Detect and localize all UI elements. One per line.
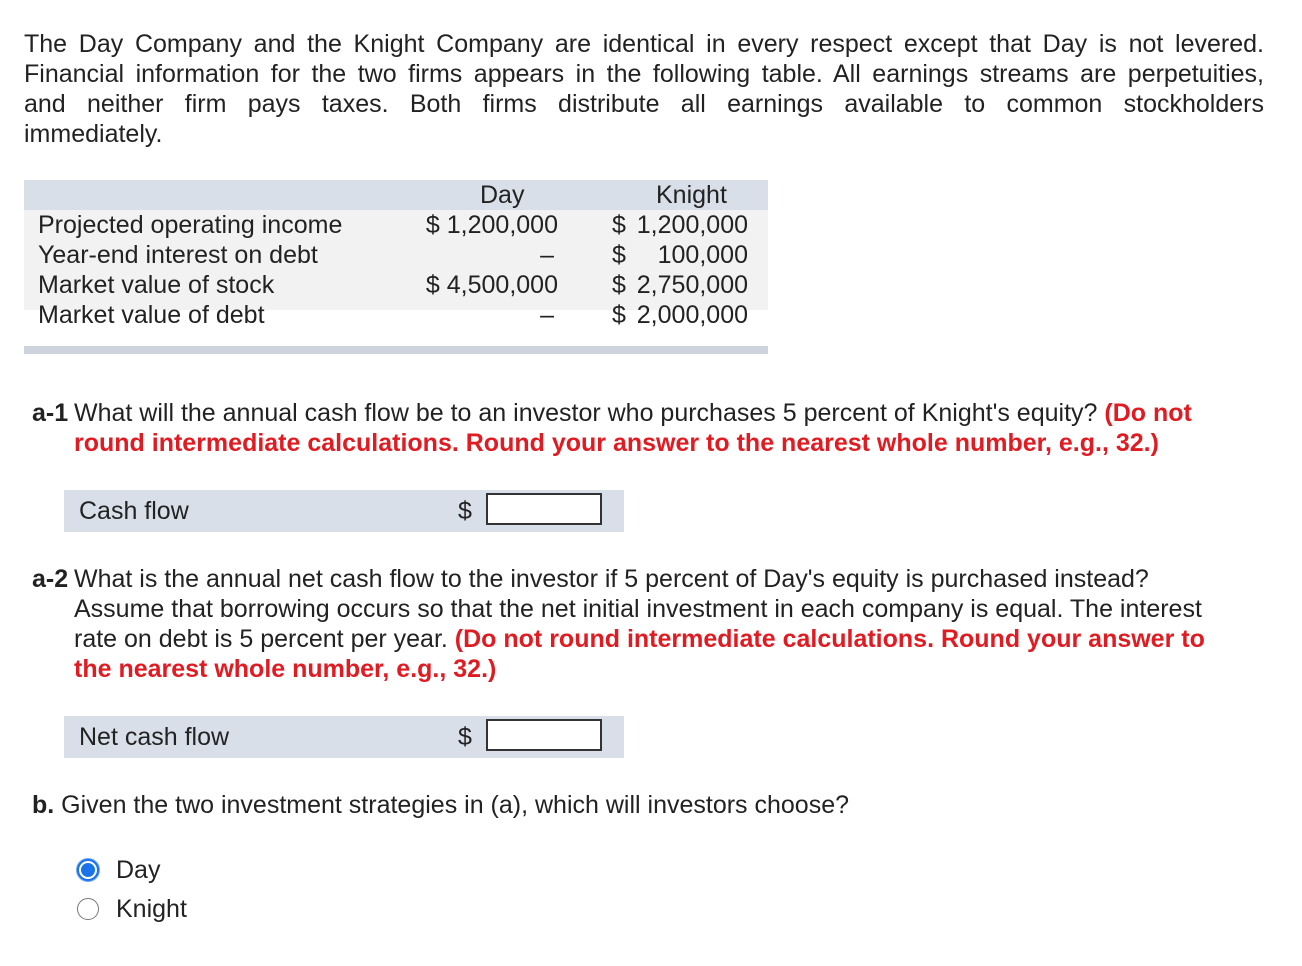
- intro-line: Financial information for the two firms appears in the following table. All earnings streams are perpetuities,: [24, 60, 1264, 88]
- column-header-day: Day: [480, 181, 525, 209]
- question-prompt: What will the annual cash flow be to an investor who purchases 5 percent of Knight's equity?: [74, 399, 1098, 427]
- question-text: [74, 398, 1264, 458]
- net-cash-flow-input[interactable]: [486, 719, 602, 751]
- knight-currency: $: [612, 271, 626, 299]
- knight-value: 1,200,000: [636, 211, 748, 239]
- question-text: [74, 564, 1264, 684]
- problem-intro: [24, 29, 1264, 149]
- day-value: $ 1,200,000: [425, 211, 558, 239]
- cash-flow-input[interactable]: [486, 493, 602, 525]
- knight-currency: $: [612, 301, 626, 329]
- knight-currency: $: [612, 211, 626, 239]
- option-label: Day: [116, 855, 161, 884]
- row-label: Projected operating income: [38, 211, 343, 239]
- intro-line: and neither firm pays taxes. Both firms distribute all earnings available to common stockholders: [24, 90, 1264, 118]
- row-label: Year-end interest on debt: [38, 241, 318, 269]
- currency-symbol: $: [458, 497, 472, 525]
- option-day[interactable]: [77, 855, 160, 885]
- day-value: $ 4,500,000: [425, 271, 558, 299]
- question-a1: [32, 398, 1264, 458]
- answer-row-net-cash-flow: [64, 716, 624, 758]
- question-a2: [32, 564, 1264, 684]
- question-prompt: rate on debt is 5 percent per year.: [74, 625, 448, 653]
- question-number: a-1: [32, 399, 69, 427]
- question-instruction: the nearest whole number, e.g., 32.): [74, 655, 497, 683]
- question-number: b.: [32, 791, 55, 819]
- intro-line: immediately.: [24, 120, 163, 148]
- answer-label: Net cash flow: [79, 723, 230, 751]
- question-prompt: Given the two investment strategies in (a), which will investors choose?: [61, 791, 850, 819]
- question-b: [32, 790, 1264, 820]
- knight-currency: $: [612, 241, 626, 269]
- question-number: a-2: [32, 565, 69, 593]
- option-knight[interactable]: [77, 894, 187, 924]
- question-instruction: round intermediate calculations. Round your answer to the nearest whole number, e.g., 32.): [74, 429, 1159, 457]
- question-instruction: (Do not round intermediate calculations. Round your answer to: [454, 625, 1205, 653]
- day-value: –: [540, 301, 554, 329]
- currency-symbol: $: [458, 723, 472, 751]
- knight-value: 100,000: [657, 241, 748, 269]
- row-label: Market value of debt: [38, 301, 265, 329]
- knight-value: 2,000,000: [636, 301, 748, 329]
- radio-dot-icon: [81, 863, 95, 877]
- intro-line: The Day Company and the Knight Company are identical in every respect except that Day is not levered.: [24, 30, 1264, 58]
- knight-value: 2,750,000: [636, 271, 748, 299]
- radio-button-selected[interactable]: [77, 859, 99, 881]
- financial-table: [24, 180, 768, 354]
- answer-label: Cash flow: [79, 497, 189, 525]
- table-footer-bar: [24, 346, 768, 354]
- answer-row-cash-flow: [64, 490, 624, 532]
- option-label: Knight: [116, 894, 187, 923]
- row-label: Market value of stock: [38, 271, 275, 299]
- day-value: –: [540, 241, 554, 269]
- question-prompt: What is the annual net cash flow to the investor if 5 percent of Day's equity is purchased instead?: [74, 565, 1149, 593]
- radio-button[interactable]: [77, 898, 99, 920]
- question-prompt: Assume that borrowing occurs so that the net initial investment in each company is equal. The interest: [74, 595, 1202, 623]
- question-instruction: (Do not: [1104, 399, 1192, 427]
- column-header-knight: Knight: [656, 181, 727, 209]
